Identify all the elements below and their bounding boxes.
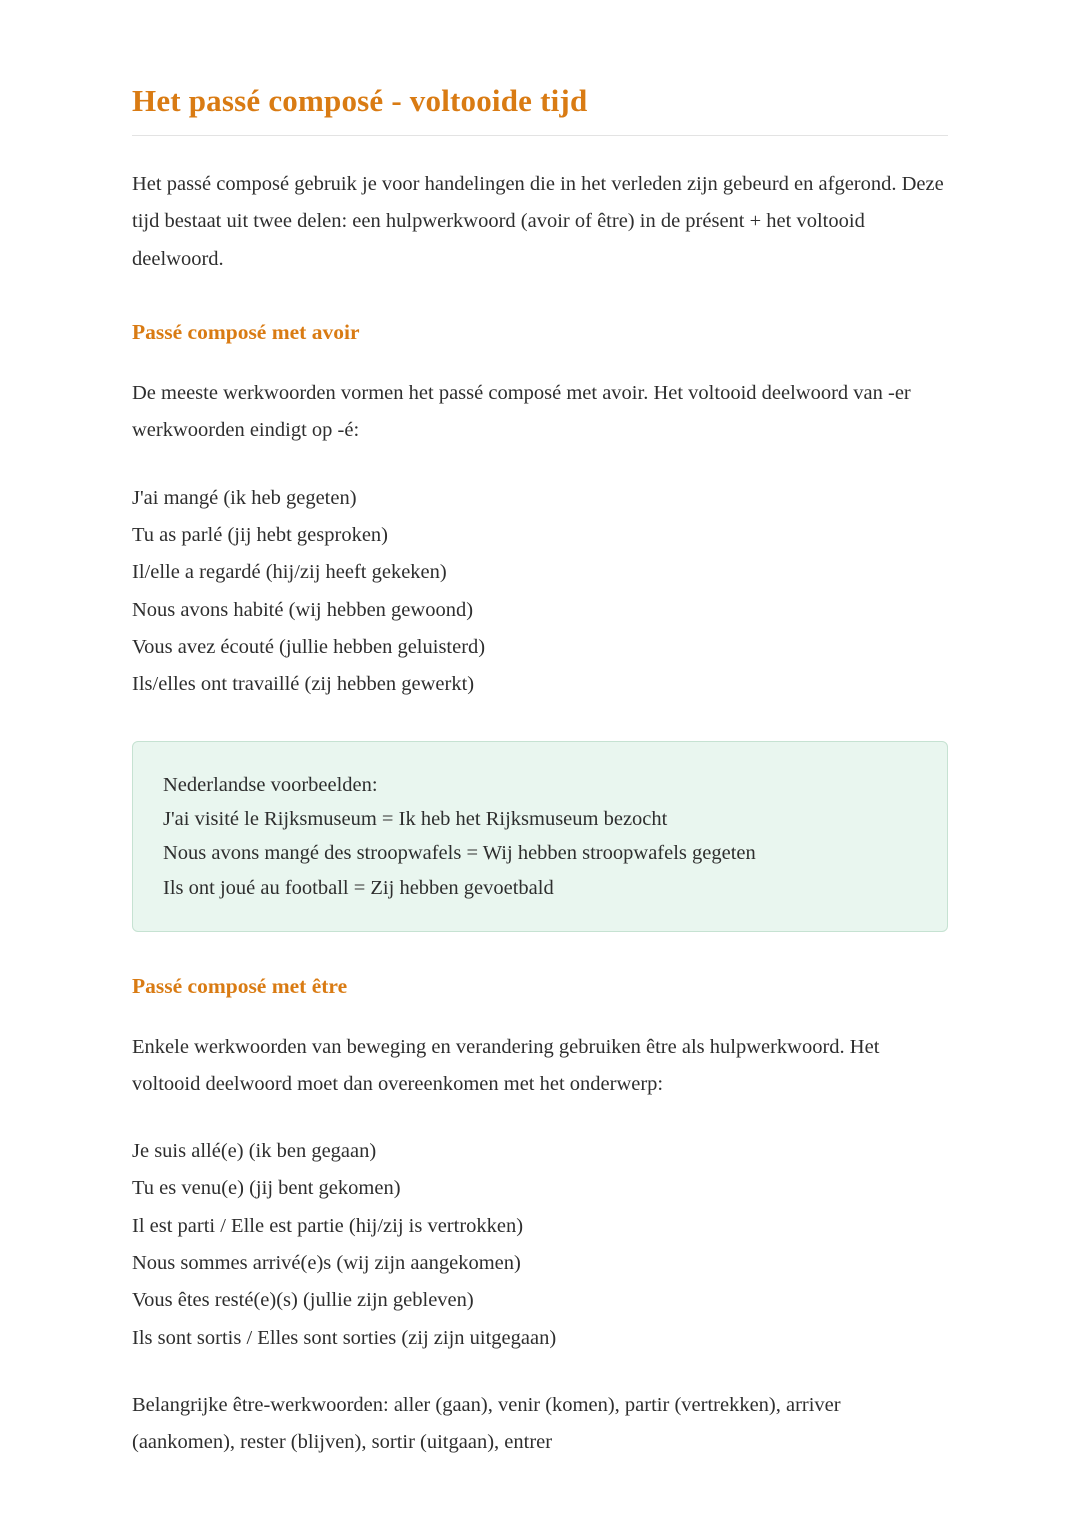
- callout-line: Ils ont joué au football = Zij hebben gevoetbald: [163, 876, 554, 899]
- example-line: Il est parti / Elle est partie (hij/zij is vertrokken): [132, 1214, 524, 1237]
- avoir-description: De meeste werkwoorden vormen het passé composé met avoir. Het voltooid deelwoord van -er werkwoorden eindigt op -é:: [132, 382, 911, 442]
- etre-description: Enkele werkwoorden van beweging en verandering gebruiken être als hulpwerkwoord. Het voltooid deelwoord moet dan overeenkomen met het onderwerp:: [132, 1035, 880, 1095]
- callout-line: Nous avons mangé des stroopwafels = Wij hebben stroopwafels gegeten: [163, 842, 756, 865]
- etre-example-list: [132, 1133, 948, 1357]
- document-page: [132, 0, 948, 1461]
- example-line: Nous sommes arrivé(e)s (wij zijn aangekomen): [132, 1252, 521, 1274]
- example-line: Tu as parlé (jij hebt gesproken): [132, 523, 389, 546]
- callout-label: Nederlandse voorbeelden:: [163, 774, 378, 797]
- etre-note-paragraph: Belangrijke être-werkwoorden: aller (gaan), venir (komen), partir (vertrekken), arriver (aankomen), rester (blijven), sortir (uitgaan), entrer: [132, 1393, 841, 1454]
- example-line: Ils/elles ont travaillé (zij hebben gewerkt): [132, 673, 475, 696]
- avoir-example-list: [132, 480, 948, 704]
- dutch-examples-callout: [132, 741, 948, 931]
- example-line: Je suis allé(e) (ik ben gegaan): [132, 1140, 377, 1163]
- example-line: Il/elle a regardé (hij/zij heeft gekeken): [132, 561, 447, 584]
- example-line: Vous avez écouté (jullie hebben geluisterd): [132, 635, 486, 658]
- example-line: Nous avons habité (wij hebben gewoond): [132, 598, 474, 621]
- intro-paragraph: Het passé composé gebruik je voor handelingen die in het verleden zijn gebeurd en afgerond. Deze tijd bestaat uit twee delen: een hulpwerkwoord (avoir of être) in de présent + het voltooid deelwoord.: [132, 173, 944, 270]
- section-heading-etre: Passé composé met être: [132, 973, 348, 998]
- page-title: Het passé composé - voltooide tijd: [132, 83, 588, 118]
- example-line: J'ai mangé (ik heb gegeten): [132, 486, 357, 509]
- example-line: Tu es venu(e) (jij bent gekomen): [132, 1177, 401, 1200]
- example-line: Vous êtes resté(e)(s) (jullie zijn gebleven): [132, 1289, 474, 1312]
- callout-line: J'ai visité le Rijksmuseum = Ik heb het Rijksmuseum bezocht: [163, 808, 668, 831]
- example-line: Ils sont sortis / Elles sont sorties (zij zijn uitgegaan): [132, 1326, 557, 1349]
- title-divider: [132, 135, 948, 136]
- section-heading-avoir: Passé composé met avoir: [132, 320, 360, 345]
